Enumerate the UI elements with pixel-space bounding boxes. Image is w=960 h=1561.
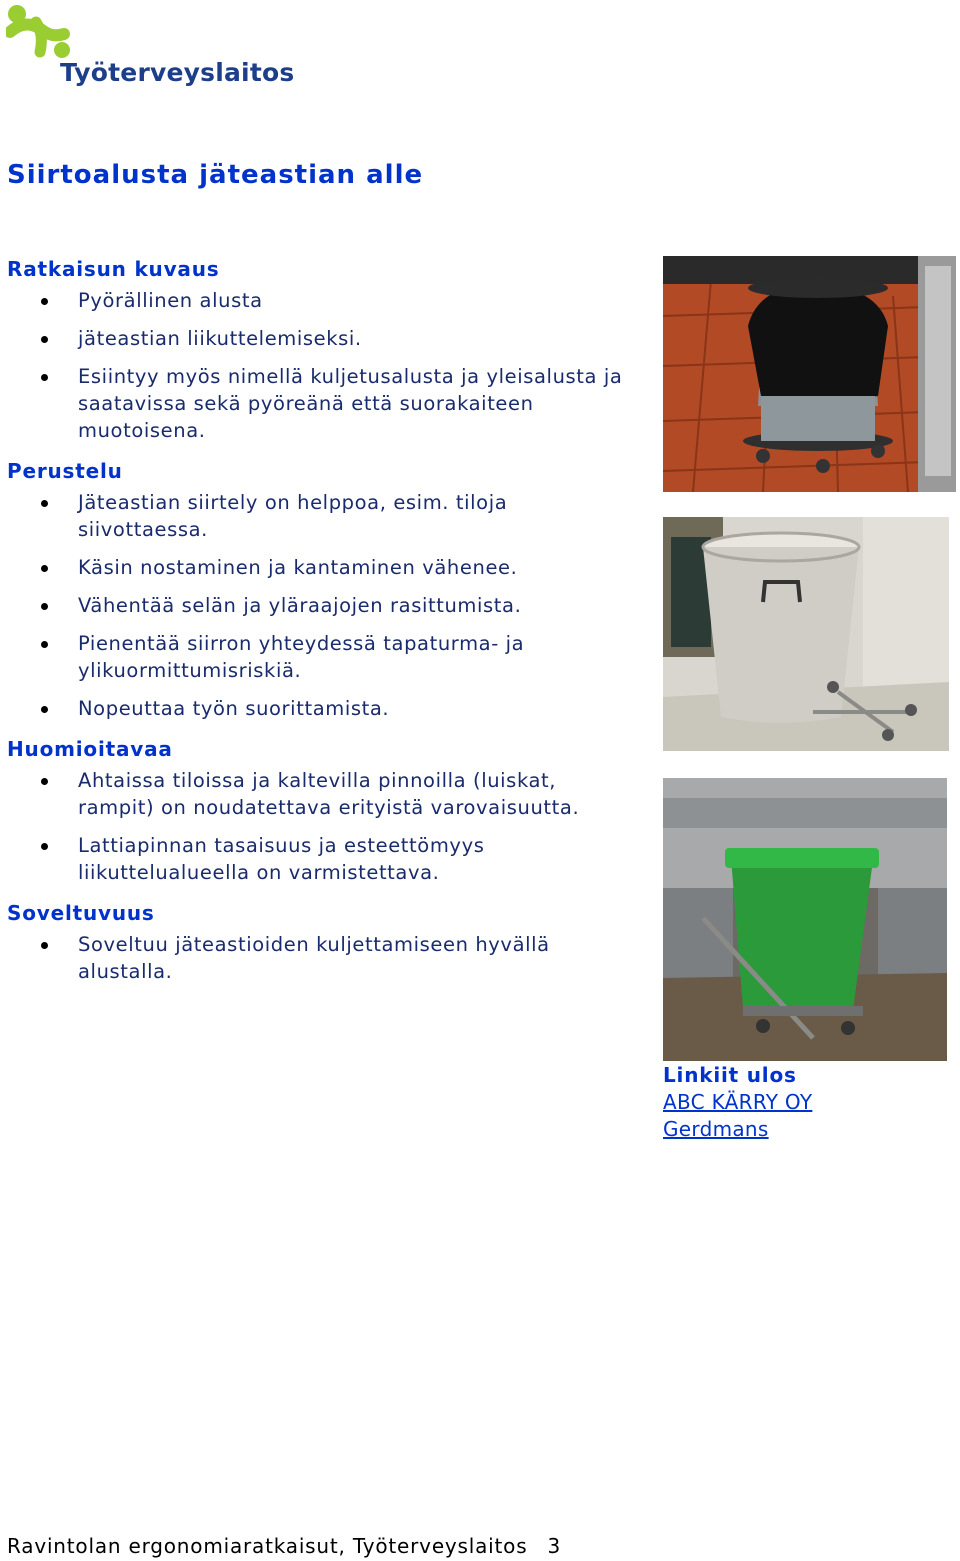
external-links xyxy=(663,1062,812,1143)
photo-round-bin-dolly xyxy=(663,256,956,492)
footer-text: Ravintolan ergonomiaratkaisut, Työterveyslaitos xyxy=(7,1534,528,1558)
tyoterveyslaitos-logo xyxy=(6,4,295,94)
link-gerdmans[interactable]: Gerdmans xyxy=(663,1117,769,1141)
list-item: Nopeuttaa työn suorittamista. xyxy=(7,695,637,722)
photo-green-bin-cart xyxy=(663,778,947,1061)
list-soveltuvuus xyxy=(7,931,637,985)
list-perustelu xyxy=(7,489,637,722)
page-number: 3 xyxy=(547,1534,561,1558)
list-item: Käsin nostaminen ja kantaminen vähenee. xyxy=(7,554,637,581)
list-item: Lattiapinnan tasaisuus ja esteettömyys liikuttelualueella on varmistettava. xyxy=(7,832,637,886)
list-item: Jäteastian siirtely on helppoa, esim. tiloja siivottaessa. xyxy=(7,489,637,543)
list-item: Pyörällinen alusta xyxy=(7,287,637,314)
list-item: Soveltuu jäteastioiden kuljettamiseen hyvällä alustalla. xyxy=(7,931,637,985)
list-item: Esiintyy myös nimellä kuljetusalusta ja yleisalusta ja saatavissa sekä pyöreänä että suorakaiteen muotoisena. xyxy=(7,363,637,444)
list-huomioitavaa xyxy=(7,767,637,886)
photo-cross-dolly-bin xyxy=(663,517,949,751)
link-abc-karry[interactable]: ABC KÄRRY OY xyxy=(663,1090,813,1114)
section-heading-ratkaisun-kuvaus: Ratkaisun kuvaus xyxy=(7,257,220,281)
list-item: Pienentää siirron yhteydessä tapaturma- ja ylikuormittumisriskiä. xyxy=(7,630,637,684)
links-heading: Linkiit ulos xyxy=(663,1063,797,1087)
logo-text: Työterveyslaitos xyxy=(60,58,295,87)
section-heading-perustelu: Perustelu xyxy=(7,459,123,483)
list-item: Vähentää selän ja yläraajojen rasittumista. xyxy=(7,592,637,619)
list-item: Ahtaissa tiloissa ja kaltevilla pinnoilla (luiskat, rampit) on noudatettava erityistä varovaisuutta. xyxy=(7,767,637,821)
list-item: jäteastian liikuttelemiseksi. xyxy=(7,325,637,352)
page-footer xyxy=(7,1534,561,1558)
section-heading-soveltuvuus: Soveltuvuus xyxy=(7,901,155,925)
page-title: Siirtoalusta jäteastian alle xyxy=(7,160,424,190)
list-ratkaisun-kuvaus xyxy=(7,287,637,444)
main-content xyxy=(7,256,637,999)
section-heading-huomioitavaa: Huomioitavaa xyxy=(7,737,173,761)
